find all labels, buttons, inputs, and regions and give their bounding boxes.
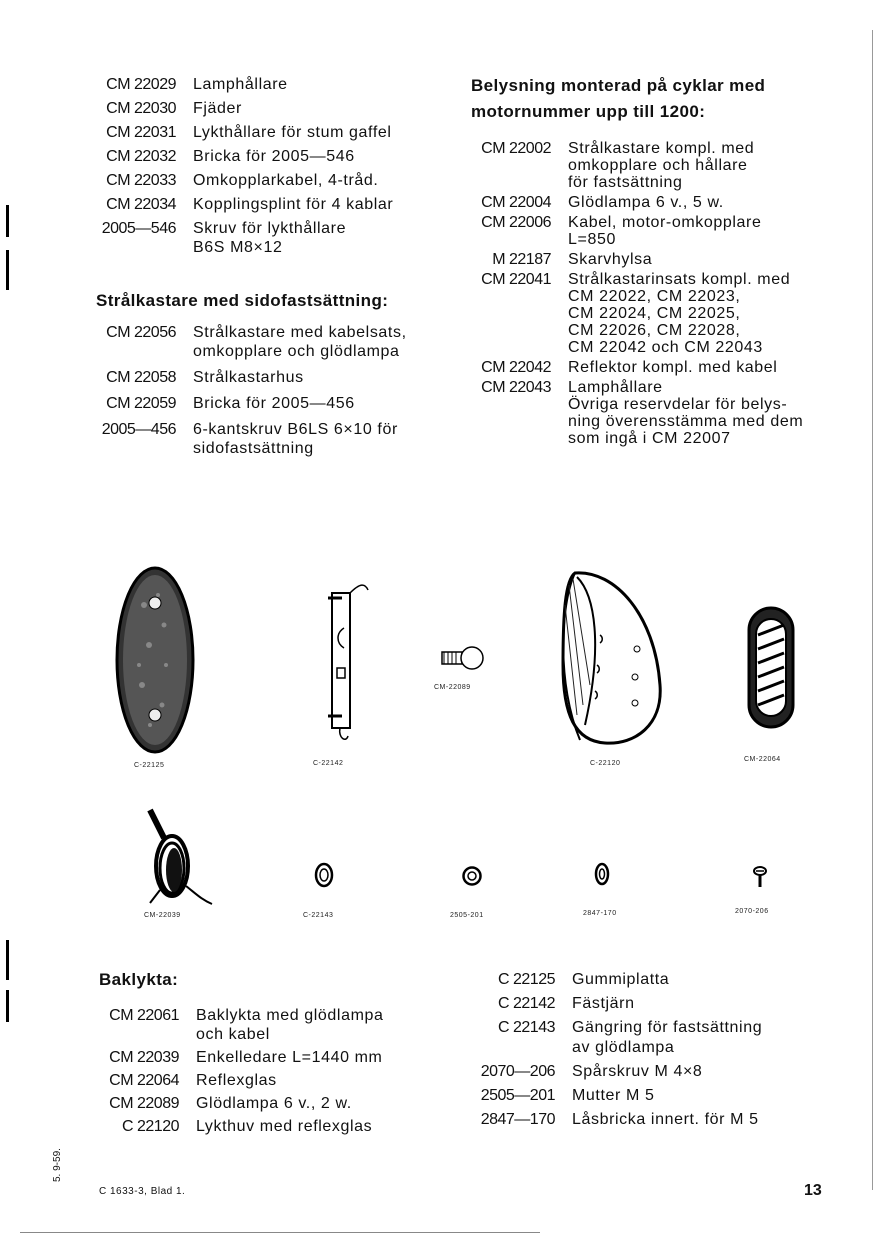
part-number: 2847—170 [480,1111,555,1128]
part-number: C 22143 [498,1019,555,1036]
lamp-housing-illustration [555,565,665,750]
figure-caption-cable: CM-22039 [144,912,181,919]
part-description: av glödlampa [572,1039,675,1056]
part-description: Bricka för 2005—546 [193,148,355,165]
part-description: Gummiplatta [572,971,670,988]
part-number: CM 22029 [106,76,176,93]
part-description: Lykthållare för stum gaffel [193,124,392,141]
part-number: CM 22042 [481,359,551,376]
part-description: Kabel, motor-omkopplare [568,214,762,231]
part-description: Gängring för fastsättning [572,1019,763,1036]
part-description: Spårskruv M 4×8 [572,1063,703,1080]
cable-illustration [140,808,215,906]
part-description: 6-kantskruv B6LS 6×10 för [193,421,398,438]
part-description: Fjäder [193,100,242,117]
part-number: CM 22089 [109,1095,179,1112]
section-heading-rear-light: Baklykta: [99,970,179,989]
part-description: Lamphållare [193,76,288,93]
part-description: Fästjärn [572,995,635,1012]
part-description: Strålkastarhus [193,369,304,386]
part-description: CM 22026, CM 22028, [568,322,741,339]
figure-caption-rubber-pad: C-22125 [134,762,165,769]
part-number: CM 22061 [109,1007,179,1024]
part-description: Låsbricka innert. för M 5 [572,1111,759,1128]
part-number: CM 22032 [106,148,176,165]
part-number: CM 22059 [106,395,176,412]
part-description: Skarvhylsa [568,251,653,268]
section-heading-early-bikes-line2: motornummer upp till 1200: [471,102,706,121]
part-number: CM 22031 [106,124,176,141]
part-description: Strålkastare kompl. med [568,140,755,157]
part-description: Glödlampa 6 v., 5 w. [568,194,724,211]
part-number: C 22120 [122,1118,179,1135]
part-description: Övriga reservdelar för belys- [568,396,788,413]
part-number: CM 22006 [481,214,551,231]
bracket-illustration [320,578,370,748]
thread-ring-illustration [314,862,334,888]
part-number: CM 22041 [481,271,551,288]
part-description: Skruv för lykthållare [193,220,347,237]
part-description: för fastsättning [568,174,683,191]
figure-caption-lamp-housing: C-22120 [590,760,621,767]
section-heading-early-bikes-line1: Belysning monterad på cyklar med [471,76,766,95]
part-number: CM 22064 [109,1072,179,1089]
part-description: Lykthuv med reflexglas [196,1118,373,1135]
part-description: Omkopplarkabel, 4-tråd. [193,172,379,189]
figure-caption-nut: 2505-201 [450,912,484,919]
part-number: C 22142 [498,995,555,1012]
nut-illustration [462,866,482,886]
part-description: Bricka för 2005—456 [193,395,355,412]
part-number: CM 22058 [106,369,176,386]
document-reference: C 1633-3, Blad 1. [99,1186,186,1197]
part-description: omkopplare och hållare [568,157,748,174]
page-edge-line [872,30,873,1190]
figure-caption-bulb: CM-22089 [434,684,471,691]
part-description: omkopplare och glödlampa [193,343,400,360]
scan-mark [6,940,9,980]
part-description: Strålkastarinsats kompl. med [568,271,791,288]
scan-mark [6,205,9,237]
reflex-glass-illustration [746,605,796,730]
part-number: CM 22043 [481,379,551,396]
side-date: 5. 9-59. [52,1148,63,1182]
figure-caption-reflex-glass: CM-22064 [744,756,781,763]
part-description: CM 22042 och CM 22043 [568,339,763,356]
part-number: CM 22034 [106,196,176,213]
part-number: M 22187 [492,251,551,268]
figure-caption-lock-washer: 2847-170 [583,910,617,917]
part-description: Enkelledare L=1440 mm [196,1049,383,1066]
section-heading-side-mount: Strålkastare med sidofastsättning: [96,291,389,310]
part-description: L=850 [568,231,616,248]
part-description: som ingå i CM 22007 [568,430,731,447]
part-description: CM 22024, CM 22025, [568,305,741,322]
figure-caption-bracket: C-22142 [313,760,344,767]
part-number: 2070—206 [480,1063,555,1080]
part-description: Glödlampa 6 v., 2 w. [196,1095,352,1112]
figure-caption-screw: 2070-206 [735,908,769,915]
rubber-pad-illustration [114,565,196,755]
part-number: 2005—546 [101,220,176,237]
scan-mark [6,990,9,1022]
part-description: CM 22022, CM 22023, [568,288,741,305]
page-bottom-line [20,1232,540,1233]
lock-washer-illustration [594,862,610,886]
part-description: Mutter M 5 [572,1087,655,1104]
part-number: CM 22002 [481,140,551,157]
part-description: Baklykta med glödlampa [196,1007,384,1024]
part-number: C 22125 [498,971,555,988]
part-description: ning överensstämma med dem [568,413,804,430]
part-number: 2005—456 [101,421,176,438]
part-number: CM 22030 [106,100,176,117]
bulb-illustration [440,645,486,671]
scan-mark [6,250,9,290]
part-number: CM 22039 [109,1049,179,1066]
part-description: Reflexglas [196,1072,277,1089]
part-description: Reflektor kompl. med kabel [568,359,778,376]
part-description: Strålkastare med kabelsats, [193,324,407,341]
page-number: 13 [804,1182,822,1199]
screw-illustration [752,866,768,888]
part-description: sidofastsättning [193,440,314,457]
part-number: CM 22033 [106,172,176,189]
part-description: B6S M8×12 [193,239,283,256]
part-number: CM 22004 [481,194,551,211]
part-number: CM 22056 [106,324,176,341]
figure-caption-thread-ring: C-22143 [303,912,334,919]
part-description: Lamphållare [568,379,663,396]
part-description: och kabel [196,1026,270,1043]
part-number: 2505—201 [480,1087,555,1104]
part-description: Kopplingsplint för 4 kablar [193,196,394,213]
